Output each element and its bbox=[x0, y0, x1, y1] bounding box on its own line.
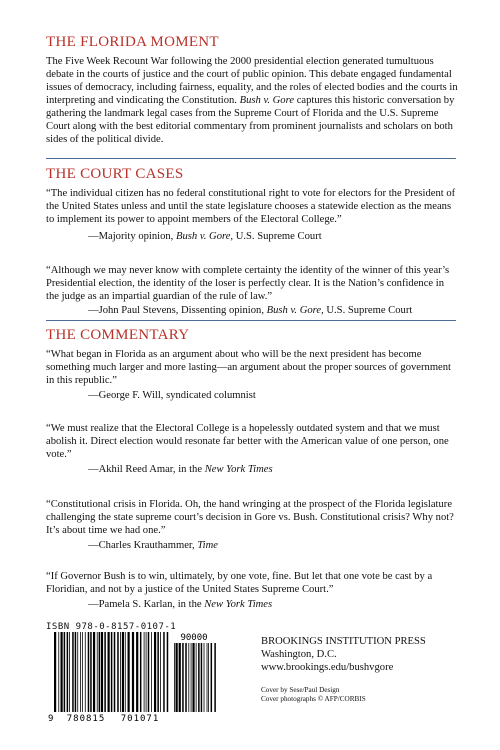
price-code: 90000 bbox=[180, 633, 208, 643]
cover-photo-credit: Cover photographs © AFP/CORBIS bbox=[261, 695, 366, 703]
ean-digits-group-2: 701071 bbox=[120, 714, 160, 724]
quote-attribution: —John Paul Stevens, Dissenting opinion, Bush v. Gore, U.S. Supreme Court bbox=[88, 305, 413, 316]
quote-text: “The individual citizen has no federal constitutional right to vote for electors for the President of the United States unless and until the state legislature chooses a statewide election as the means to implement its power to appoint members of the Electoral College.” bbox=[46, 188, 456, 225]
section-heading-court: THE COURT CASES bbox=[46, 166, 184, 182]
quote-text: “Constitutional crisis in Florida. Oh, the hand wringing at the prospect of the Florida legislature challenging the state supreme court’s decision in Gore vs. Bush. Constitutional crisis? Why not? It’s about time we had one.” bbox=[46, 499, 454, 536]
isbn-barcode bbox=[46, 628, 218, 724]
publisher-name: BROOKINGS INSTITUTION PRESS bbox=[261, 636, 426, 647]
cover-design-credit: Cover by Sese/Paul Design bbox=[261, 686, 340, 694]
quote-text: “If Governor Bush is to win, ultimately, by one vote, fine. But let that one vote be cast by a Floridian, and not by a justice of the United States Supreme Court.” bbox=[46, 571, 433, 595]
section-heading-florida: THE FLORIDA MOMENT bbox=[46, 34, 219, 50]
section-divider bbox=[46, 320, 456, 321]
quote-attribution: —Akhil Reed Amar, in the New York Times bbox=[88, 464, 273, 475]
publisher-url[interactable]: www.brookings.edu/bushvgore bbox=[261, 662, 394, 673]
cover-credits bbox=[261, 686, 366, 704]
ean-digit-left: 9 bbox=[48, 714, 54, 724]
quote-attribution: —George F. Will, syndicated columnist bbox=[88, 390, 256, 401]
ean-digits-group-1: 780815 bbox=[66, 714, 106, 724]
florida-body-2: captures this historic conversation by gathering the landmark legal cases from the Supreme Court of Florida and the U.S. Supreme Court along with the best editorial commentary from prominent journalists and scholars on both sides of the political divide. bbox=[46, 95, 455, 145]
publisher-city: Washington, D.C. bbox=[261, 649, 337, 660]
florida-body-title: Bush v. Gore bbox=[239, 95, 295, 106]
florida-body-1: The Five Week Recount War following the 2000 presidential election generated tumultuous debate in the courts of justice and the court of public opinion. This debate engaged fundamental issues of democracy, including fairness, equality, and the roles of elected bodies and the courts in interpreting and vindicating the Constitution. bbox=[46, 56, 458, 106]
florida-description bbox=[46, 55, 458, 146]
isbn-label: ISBN 978-0-8157-0107-1 bbox=[46, 622, 177, 632]
quote-text: “Although we may never know with complete certainty the identity of the winner of this year’s Presidential election, the identity of the loser is perfectly clear. It is the Nation’s confidence in the judge as an impartial guardian of the rule of law.” bbox=[46, 265, 450, 302]
publisher-block bbox=[261, 635, 426, 674]
quote-text: “We must realize that the Electoral College is a hopelessly outdated system and that we must abolish it. Direct election would resonate far better with the American value of one person, one vote.” bbox=[46, 423, 449, 460]
quote-text: “What began in Florida as an argument about who will be the next president has become something much larger and more lasting—an argument about the proper sources of government in this republic.” bbox=[46, 349, 452, 386]
quote-attribution: —Pamela S. Karlan, in the New York Times bbox=[88, 599, 273, 610]
section-divider bbox=[46, 158, 456, 159]
quote-attribution: —Charles Krauthammer, Time bbox=[88, 540, 218, 551]
quote-attribution: —Majority opinion, Bush v. Gore, U.S. Supreme Court bbox=[88, 231, 322, 242]
section-heading-commentary: THE COMMENTARY bbox=[46, 327, 190, 343]
